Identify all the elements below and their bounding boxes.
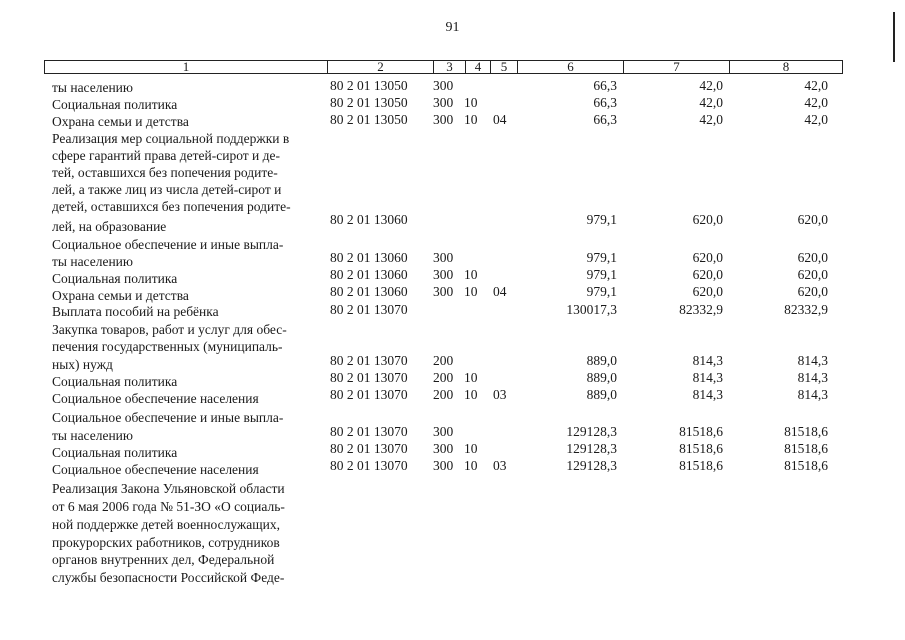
row-v7: 620,0 — [692, 284, 723, 299]
row-name: Социальное обеспечение и иные выпла- — [52, 237, 284, 252]
row-name: Охрана семьи и детства — [52, 114, 189, 129]
table-row — [0, 551, 905, 568]
row-v7: 620,0 — [692, 267, 723, 282]
row-name: Закупка товаров, работ и услуг для обес- — [52, 322, 287, 337]
row-v8: 814,3 — [797, 370, 828, 385]
row-v8: 81518,6 — [784, 458, 828, 473]
row-v8: 620,0 — [797, 250, 828, 265]
header-col-5: 5 — [491, 61, 518, 73]
table-row — [0, 113, 905, 130]
row-code: 80 2 01 13070 — [330, 302, 408, 317]
row-name: Социальная политика — [52, 97, 178, 112]
row-name: ты населению — [52, 428, 133, 443]
row-name: Социальная политика — [52, 445, 178, 460]
row-c3: 300 — [433, 78, 454, 93]
row-v7: 81518,6 — [679, 441, 723, 456]
row-v8: 620,0 — [797, 267, 828, 282]
table-row — [0, 181, 905, 198]
table-row — [0, 130, 905, 147]
row-c3: 300 — [433, 250, 454, 265]
table-row — [0, 387, 905, 407]
row-code: 80 2 01 13070 — [330, 387, 408, 402]
row-c4: 10 — [464, 387, 478, 402]
row-name: Социальная политика — [52, 374, 178, 389]
row-v8: 81518,6 — [784, 424, 828, 439]
row-name: детей, оставшихся без попечения родите- — [52, 199, 291, 214]
row-code: 80 2 01 13070 — [330, 458, 408, 473]
table-row — [0, 569, 905, 586]
row-c3: 300 — [433, 284, 454, 299]
row-code: 80 2 01 13070 — [330, 353, 408, 368]
row-name: Реализация мер социальной поддержки в — [52, 131, 290, 146]
page-number: 91 — [445, 20, 460, 35]
row-name: прокурорских работников, сотрудников — [52, 535, 280, 550]
row-v7: 814,3 — [692, 370, 723, 385]
row-v7: 814,3 — [692, 353, 723, 368]
row-c5: 04 — [493, 112, 507, 127]
header-col-4: 4 — [466, 61, 491, 73]
row-v8: 620,0 — [797, 284, 828, 299]
row-v6: 129128,3 — [566, 458, 617, 473]
row-v6: 889,0 — [586, 370, 617, 385]
row-name: от 6 мая 2006 года № 51-ЗО «О социаль- — [52, 499, 285, 514]
row-v6: 66,3 — [593, 95, 617, 110]
header-col-7: 7 — [624, 61, 730, 73]
row-name: ных) нужд — [52, 357, 113, 372]
header-col-8: 8 — [782, 59, 790, 74]
row-v6: 979,1 — [586, 212, 617, 227]
row-code: 80 2 01 13070 — [330, 441, 408, 456]
row-v6: 129128,3 — [566, 441, 617, 456]
row-name: ты населению — [52, 254, 133, 269]
row-v8: 82332,9 — [784, 302, 828, 317]
row-code: 80 2 01 13050 — [330, 112, 408, 127]
row-v6: 130017,3 — [566, 302, 617, 317]
row-code: 80 2 01 13060 — [330, 212, 408, 227]
header-col-1: 1 — [45, 61, 328, 73]
table-row — [0, 458, 905, 478]
row-v7: 620,0 — [692, 212, 723, 227]
row-v6: 979,1 — [586, 250, 617, 265]
row-c4: 10 — [464, 458, 478, 473]
row-c3: 300 — [433, 424, 454, 439]
row-name: лей, а также лиц из числа детей-сирот и — [52, 182, 282, 197]
row-name: Охрана семьи и детства — [52, 288, 189, 303]
row-v7: 82332,9 — [679, 302, 723, 317]
row-name: тей, оставшихся без попечения родите- — [52, 165, 278, 180]
row-v6: 889,0 — [586, 387, 617, 402]
table-row — [0, 303, 905, 320]
row-c4: 10 — [464, 370, 478, 385]
row-v8: 42,0 — [804, 78, 828, 93]
row-name: сфере гарантий права детей-сирот и де- — [52, 148, 281, 163]
row-v8: 814,3 — [797, 353, 828, 368]
row-code: 80 2 01 13050 — [330, 95, 408, 110]
row-name: Социальное обеспечение и иные выпла- — [52, 410, 284, 425]
row-c4: 10 — [464, 284, 478, 299]
table-row — [0, 321, 905, 338]
row-name: Реализация Закона Ульяновской области — [52, 481, 285, 496]
row-code: 80 2 01 13060 — [330, 250, 408, 265]
row-v7: 42,0 — [699, 78, 723, 93]
row-name: органов внутренних дел, Федеральной — [52, 552, 275, 567]
row-v7: 81518,6 — [679, 458, 723, 473]
row-name: лей, на образование — [52, 219, 167, 234]
row-c3: 300 — [433, 458, 454, 473]
header-col-6: 6 — [518, 61, 624, 73]
row-name: ты населению — [52, 80, 133, 95]
row-v8: 81518,6 — [784, 441, 828, 456]
row-code: 80 2 01 13060 — [330, 284, 408, 299]
row-v6: 66,3 — [593, 78, 617, 93]
row-c3: 300 — [433, 112, 454, 127]
row-name: ной поддержке детей военнослужащих, — [52, 517, 280, 532]
table-row — [0, 147, 905, 164]
row-code: 80 2 01 13070 — [330, 424, 408, 439]
row-c3: 300 — [433, 95, 454, 110]
row-c4: 10 — [464, 112, 478, 127]
table-row — [0, 516, 905, 533]
row-c3: 200 — [433, 387, 454, 402]
row-v8: 42,0 — [804, 95, 828, 110]
header-col-2: 2 — [328, 61, 434, 73]
row-v8: 42,0 — [804, 112, 828, 127]
row-code: 80 2 01 13060 — [330, 267, 408, 282]
row-code: 80 2 01 13050 — [330, 78, 408, 93]
row-v8: 620,0 — [797, 212, 828, 227]
row-name: Выплата пособий на ребёнка — [52, 304, 219, 319]
row-v7: 42,0 — [699, 112, 723, 127]
row-c4: 10 — [464, 441, 478, 456]
row-v6: 979,1 — [586, 267, 617, 282]
row-c5: 03 — [493, 387, 507, 402]
row-c3: 300 — [433, 441, 454, 456]
row-v7: 814,3 — [692, 387, 723, 402]
row-c5: 04 — [493, 284, 507, 299]
row-c3: 300 — [433, 267, 454, 282]
table-row — [0, 480, 905, 497]
table-row — [0, 534, 905, 551]
row-code: 80 2 01 13070 — [330, 370, 408, 385]
row-c3: 200 — [433, 370, 454, 385]
row-c3: 200 — [433, 353, 454, 368]
row-v6: 979,1 — [586, 284, 617, 299]
row-v7: 42,0 — [699, 95, 723, 110]
row-v8: 814,3 — [797, 387, 828, 402]
row-v7: 81518,6 — [679, 424, 723, 439]
header-col-3: 3 — [434, 61, 466, 73]
row-name: Социальное обеспечение населения — [52, 391, 259, 406]
row-v7: 620,0 — [692, 250, 723, 265]
row-name: Социальная политика — [52, 271, 178, 286]
row-c4: 10 — [464, 267, 478, 282]
row-c5: 03 — [493, 458, 507, 473]
table-row — [0, 164, 905, 181]
row-name: Социальное обеспечение населения — [52, 462, 259, 477]
row-v6: 889,0 — [586, 353, 617, 368]
table-row — [0, 498, 905, 515]
row-c4: 10 — [464, 95, 478, 110]
row-v6: 129128,3 — [566, 424, 617, 439]
row-v6: 66,3 — [593, 112, 617, 127]
table-row — [0, 212, 905, 235]
row-name: печения государственных (муниципаль- — [52, 339, 283, 354]
row-name: службы безопасности Российской Феде- — [52, 570, 285, 585]
